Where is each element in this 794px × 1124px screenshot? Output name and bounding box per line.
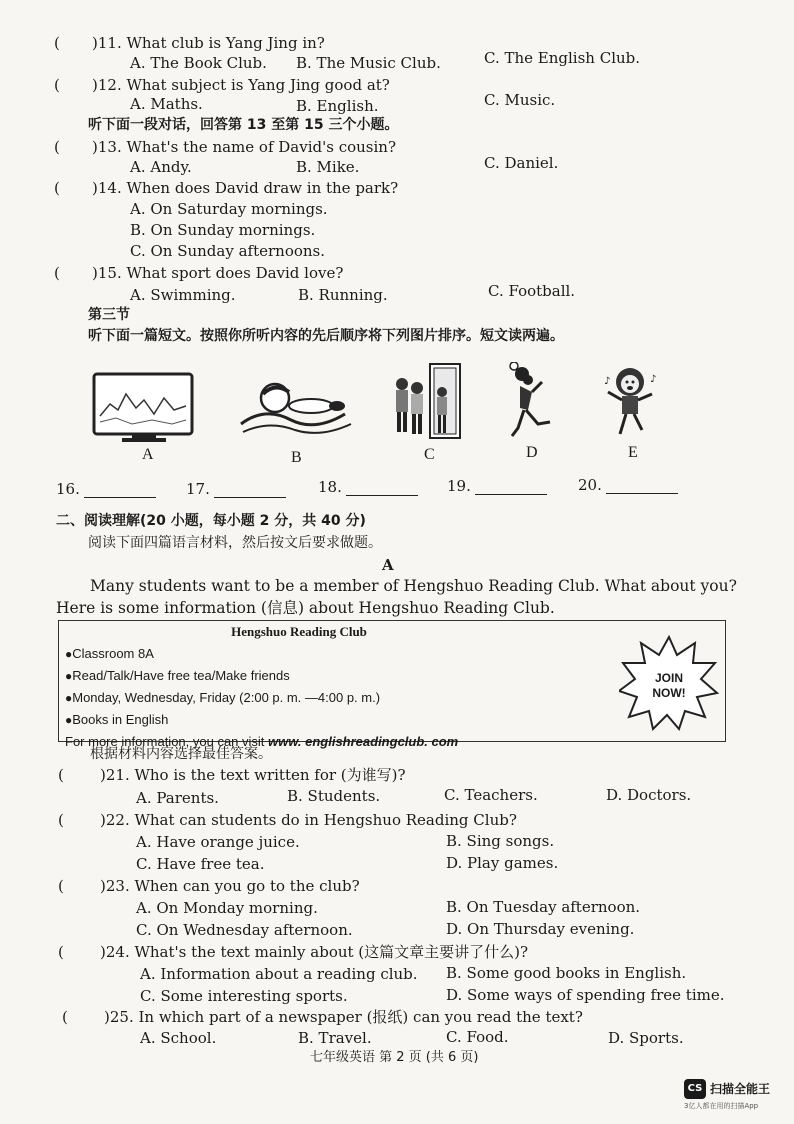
singing-kid-picture xyxy=(598,364,662,442)
answer-blank-18[interactable]: 18. xyxy=(318,478,418,496)
club-details xyxy=(65,643,458,752)
kids-at-door-picture xyxy=(390,362,466,442)
part-3-instruction: 听下面一篇短文。按照你所听内容的先后顺序将下列图片排序。短文读两遍。 xyxy=(88,328,564,344)
answer-paren: ( xyxy=(54,264,60,282)
option-b: B. English. xyxy=(296,97,379,115)
club-item: ●Books in English xyxy=(65,712,169,727)
answer-paren: ( xyxy=(54,179,60,197)
club-info-box xyxy=(58,620,726,749)
option-c: C. Football. xyxy=(488,282,576,300)
option-b: B. On Sunday mornings. xyxy=(130,221,316,239)
answer-paren: ( xyxy=(54,34,60,52)
club-item: ●Read/Talk/Have free tea/Make friends xyxy=(65,668,290,683)
page-footer: 七年级英语 第 2 页 (共 6 页) xyxy=(310,1050,479,1065)
option-a: A. Information about a reading club. xyxy=(140,965,418,983)
option-b: B. Running. xyxy=(298,286,388,304)
club-more-info: For more information, you can visit www. englishreadingclub. com xyxy=(65,734,459,749)
scanner-app-name: 扫描全能王 xyxy=(710,1082,771,1096)
picture-label-d: D xyxy=(526,444,538,461)
option-a: A. On Saturday mornings. xyxy=(130,200,328,218)
tv-landscape-picture xyxy=(92,370,196,444)
answer-paren: ( xyxy=(54,138,60,156)
option-b: B. Sing songs. xyxy=(446,832,555,850)
question-21-stem: )21. Who is the text written for (为谁写)? xyxy=(100,766,406,784)
question-11-stem: )11. What club is Yang Jing in? xyxy=(92,34,325,52)
option-a: A. Swimming. xyxy=(130,286,236,304)
option-c: C. On Sunday afternoons. xyxy=(130,242,326,260)
reading-instruction: 阅读下面四篇语言材料，然后按文后要求做题。 xyxy=(88,535,382,551)
option-b: B. Students. xyxy=(287,787,381,805)
option-a: A. Parents. xyxy=(136,789,219,807)
section-instruction: 听下面一段对话，回答第 13 至第 15 三个小题。 xyxy=(88,117,399,133)
option-a: A. School. xyxy=(140,1029,217,1047)
option-b: B. Some good books in English. xyxy=(446,964,687,982)
part-3-title: 第三节 xyxy=(88,307,130,323)
option-d: D. Doctors. xyxy=(606,786,692,804)
swimming-picture xyxy=(235,376,357,440)
badge-text: JOIN NOW! xyxy=(652,671,686,700)
club-item: ●Monday, Wednesday, Friday (2:00 p. m. —4:00 p. m.) xyxy=(65,690,381,705)
basketball-player-picture xyxy=(498,362,558,442)
answer-paren: ( xyxy=(58,877,64,895)
option-c: C. Have free tea. xyxy=(136,855,265,873)
answer-paren: ( xyxy=(54,76,60,94)
option-c: C. Teachers. xyxy=(444,786,538,804)
option-a: A. On Monday morning. xyxy=(136,899,318,917)
option-d: D. Play games. xyxy=(446,854,559,872)
choose-instruction: 根据材料内容选择最佳答案。 xyxy=(90,746,272,762)
option-c: C. The English Club. xyxy=(484,49,641,67)
option-c: C. Food. xyxy=(446,1028,509,1046)
picture-label-e: E xyxy=(628,444,638,461)
question-22-stem: )22. What can students do in Hengshuo Reading Club? xyxy=(100,811,517,829)
answer-blank-16[interactable]: 16. xyxy=(56,480,156,498)
scanner-logo-icon: CS xyxy=(684,1079,706,1099)
club-title: Hengshuo Reading Club xyxy=(231,624,367,639)
scanner-tagline: 3亿人都在用的扫描App xyxy=(684,1102,759,1110)
question-24-stem: )24. What's the text mainly about (这篇文章主要讲了什么)? xyxy=(100,943,529,961)
option-b: B. On Tuesday afternoon. xyxy=(446,898,641,916)
picture-label-c: C xyxy=(424,446,435,463)
svg-text:♪: ♪ xyxy=(604,376,611,387)
question-25-stem: )25. In which part of a newspaper (报纸) can you read the text? xyxy=(104,1008,583,1026)
option-b: B. Mike. xyxy=(296,158,360,176)
passage-letter: A xyxy=(382,556,394,574)
question-12-stem: )12. What subject is Yang Jing good at? xyxy=(92,76,390,94)
option-b: B. The Music Club. xyxy=(296,54,441,72)
answer-paren: ( xyxy=(58,943,64,961)
option-a: A. Have orange juice. xyxy=(136,833,300,851)
option-b: B. Travel. xyxy=(298,1029,372,1047)
svg-text:♪: ♪ xyxy=(650,374,657,385)
option-c: C. Music. xyxy=(484,91,556,109)
option-a: A. The Book Club. xyxy=(130,54,267,72)
option-d: D. Some ways of spending free time. xyxy=(446,986,725,1004)
option-a: A. Andy. xyxy=(130,158,192,176)
option-c: C. Some interesting sports. xyxy=(140,987,348,1005)
question-13-stem: )13. What's the name of David's cousin? xyxy=(92,138,396,156)
answer-blank-20[interactable]: 20. xyxy=(578,476,678,494)
passage-line-2: Here is some information (信息) about Hengshuo Reading Club. xyxy=(56,599,555,617)
answer-blank-19[interactable]: 19. xyxy=(447,477,547,495)
answer-paren: ( xyxy=(62,1008,68,1026)
option-d: D. Sports. xyxy=(608,1029,684,1047)
option-a: A. Maths. xyxy=(130,95,203,113)
option-d: D. On Thursday evening. xyxy=(446,920,635,938)
option-c: C. Daniel. xyxy=(484,154,559,172)
answer-paren: ( xyxy=(58,766,64,784)
picture-label-a: A xyxy=(142,446,154,463)
answer-paren: ( xyxy=(58,811,64,829)
picture-label-b: B xyxy=(291,449,302,466)
answer-blank-17[interactable]: 17. xyxy=(186,480,286,498)
club-url[interactable]: www. englishreadingclub. com xyxy=(268,734,459,749)
passage-line-1: Many students want to be a member of Hengshuo Reading Club. What about you? xyxy=(90,577,737,595)
question-23-stem: )23. When can you go to the club? xyxy=(100,877,360,895)
option-c: C. On Wednesday afternoon. xyxy=(136,921,353,939)
question-15-stem: )15. What sport does David love? xyxy=(92,264,344,282)
club-item: ●Classroom 8A xyxy=(65,646,154,661)
question-14-stem: )14. When does David draw in the park? xyxy=(92,179,399,197)
reading-section-title: 二、阅读理解(20 小题，每小题 2 分，共 40 分) xyxy=(56,513,366,529)
